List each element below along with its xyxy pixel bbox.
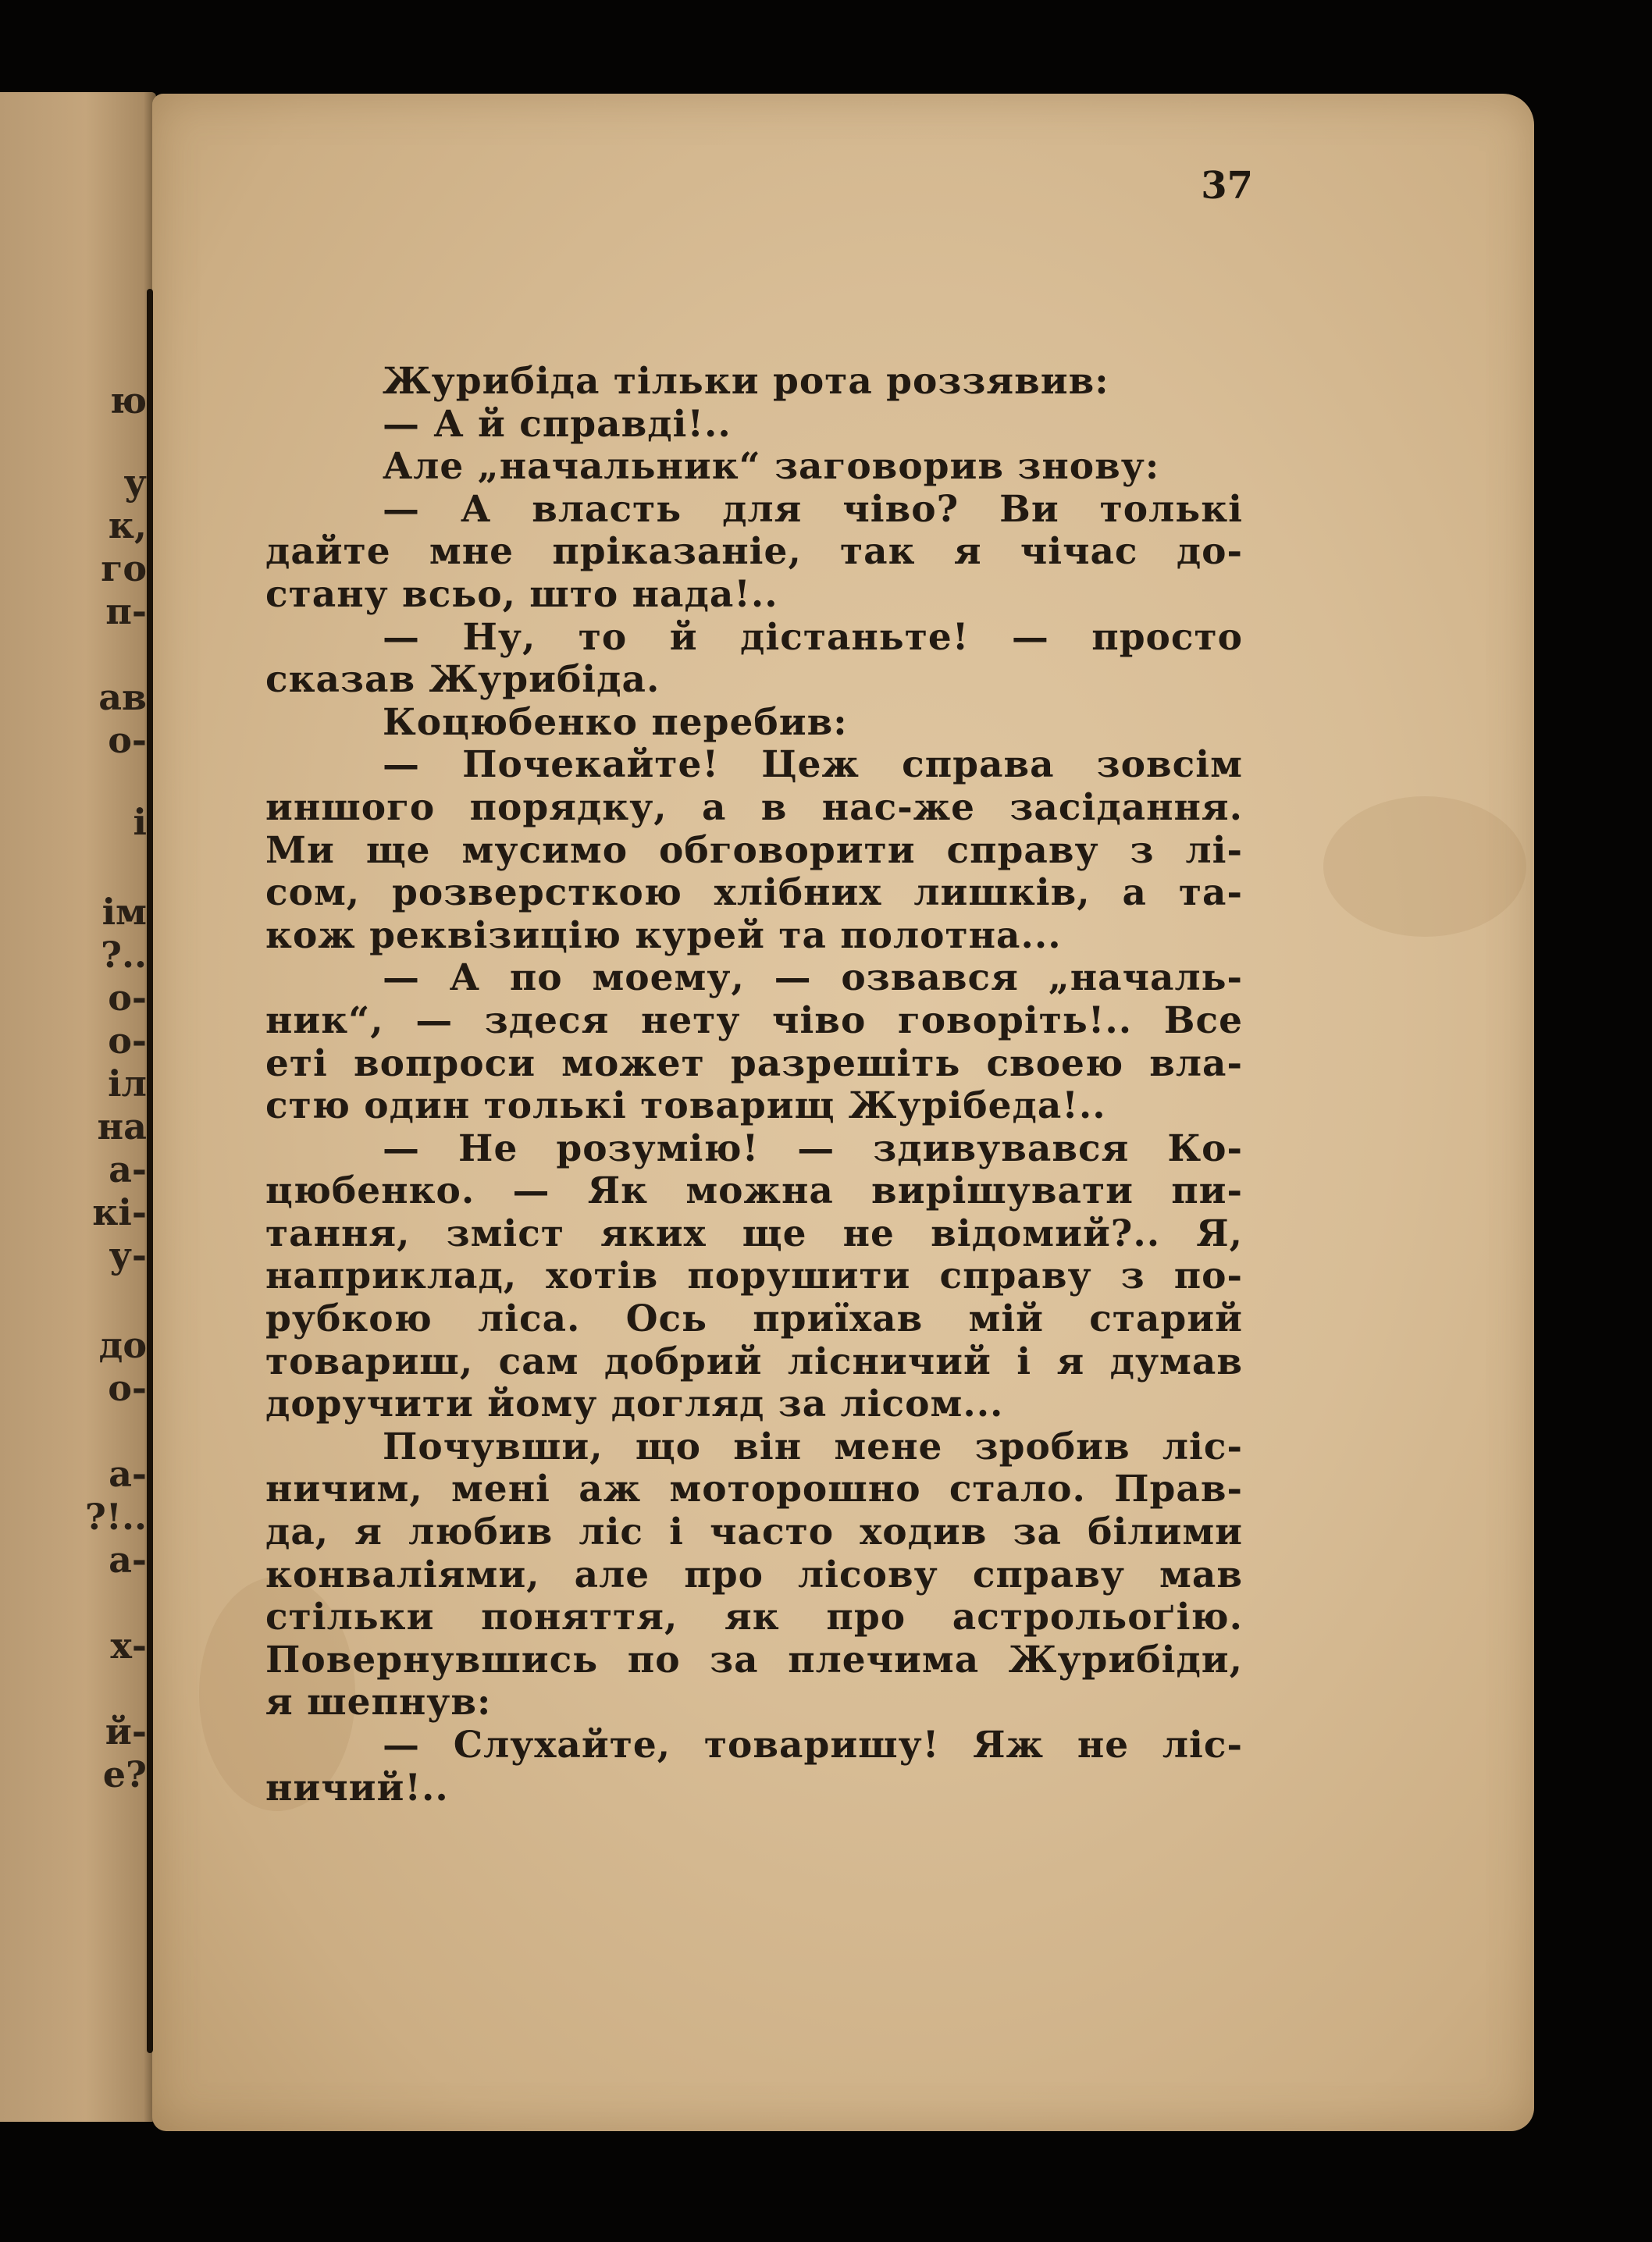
- text-line: кож реквізицію курей та полотна...: [265, 914, 1062, 957]
- text-line: — А й справді!..: [383, 403, 732, 446]
- previous-page-fragment: ім: [101, 891, 147, 933]
- text-line: Повернувшись по за плечима Журибіди,: [265, 1639, 1243, 1682]
- previous-page-fragment: у-: [109, 1234, 147, 1276]
- page-number: 37: [1201, 164, 1253, 208]
- previous-page-fragment: ?!..: [84, 1496, 147, 1538]
- text-line: — Слухайте, товаришу! Яж не ліс-: [383, 1724, 1243, 1767]
- previous-page-fragment: а-: [109, 1148, 147, 1190]
- previous-page-fragment: х-: [110, 1625, 147, 1667]
- previous-page-fragment: п-: [105, 590, 147, 632]
- previous-page-fragment: і: [133, 801, 147, 843]
- text-line: сом, розверсткою хлібних лишків, а та-: [265, 872, 1243, 915]
- previous-page-text-fragments: [0, 92, 156, 2122]
- text-line: цюбенко. — Як можна вирішувати пи-: [265, 1170, 1243, 1213]
- text-line: ничим, мені аж моторошно стало. Прав-: [265, 1468, 1243, 1511]
- previous-page-fragment: а-: [109, 1539, 147, 1581]
- text-line: — А власть для чіво? Ви толькі: [383, 488, 1243, 531]
- text-line: Але „начальник“ заговорив знову:: [383, 446, 1160, 489]
- text-line: — Почекайте! Цеж справа зовсім: [383, 744, 1243, 787]
- page-body-text: [265, 361, 1243, 1810]
- text-line: Коцюбенко перебив:: [383, 701, 848, 744]
- text-line: ничий!..: [265, 1767, 449, 1810]
- text-line: дайте мне пріказаніе, так я чічас до-: [265, 531, 1243, 574]
- text-line: рубкою ліса. Ось приїхав мій старий: [265, 1298, 1243, 1341]
- previous-page-fragment: о-: [108, 1020, 147, 1062]
- text-line: Почувши, що він мене зробив ліс-: [383, 1425, 1243, 1468]
- previous-page-edge: [0, 92, 156, 2122]
- previous-page-fragment: ?..: [101, 934, 147, 976]
- text-line: стану всьо, што нада!..: [265, 573, 778, 616]
- previous-page-fragment: о-: [108, 1367, 147, 1409]
- text-line: Ми ще мусимо обговорити справу з лі-: [265, 829, 1243, 872]
- previous-page-fragment: о-: [108, 719, 147, 761]
- text-line: тання, зміст яких ще не відомий?.. Я,: [265, 1212, 1243, 1255]
- previous-page-fragment: ав: [98, 676, 147, 718]
- text-line: я шепнув:: [265, 1682, 492, 1724]
- text-line: — Ну, то й дістаньте! — просто: [383, 616, 1243, 659]
- previous-page-fragment: й-: [105, 1710, 147, 1753]
- text-line: товариш, сам добрий лісничий і я думав: [265, 1340, 1243, 1383]
- text-line: ник“, — здеся нету чіво говоріть!.. Все: [265, 999, 1243, 1042]
- previous-page-fragment: ю: [109, 379, 147, 422]
- text-line: да, я любив ліс і часто ходив за білими: [265, 1511, 1243, 1554]
- previous-page-fragment: до: [98, 1324, 147, 1366]
- paper-stain: [1323, 796, 1526, 937]
- text-line: стільки поняття, як про астрольоґію.: [265, 1596, 1243, 1639]
- previous-page-fragment: у: [123, 461, 147, 504]
- text-line: наприклад, хотів порушити справу з по-: [265, 1255, 1243, 1298]
- previous-page-fragment: к,: [108, 504, 147, 546]
- previous-page-fragment: кі-: [92, 1191, 147, 1233]
- text-line: — А по моему, — озвався „началь-: [383, 957, 1243, 1000]
- text-line: конваліями, але про лісову справу мав: [265, 1553, 1243, 1596]
- text-line: сказав Журибіда.: [265, 659, 660, 702]
- text-line: стю один толькі товарищ Журібеда!..: [265, 1085, 1106, 1128]
- previous-page-fragment: о-: [108, 977, 147, 1019]
- text-line: еті вопроси может разрешіть своею вла-: [265, 1042, 1243, 1085]
- previous-page-fragment: е?: [102, 1753, 147, 1795]
- text-line: Журибіда тільки рота роззявив:: [383, 361, 1109, 403]
- previous-page-fragment: на: [97, 1105, 147, 1148]
- previous-page-fragment: а-: [109, 1453, 147, 1495]
- text-line: — Не розумію! — здивувався Ко-: [383, 1127, 1243, 1170]
- previous-page-fragment: іл: [108, 1062, 147, 1105]
- page-spine-shadow: [147, 289, 153, 2053]
- text-line: иншого порядку, а в нас-же засідання.: [265, 786, 1243, 829]
- text-line: доручити йому догляд за лісом...: [265, 1383, 1004, 1426]
- previous-page-fragment: го: [101, 547, 147, 589]
